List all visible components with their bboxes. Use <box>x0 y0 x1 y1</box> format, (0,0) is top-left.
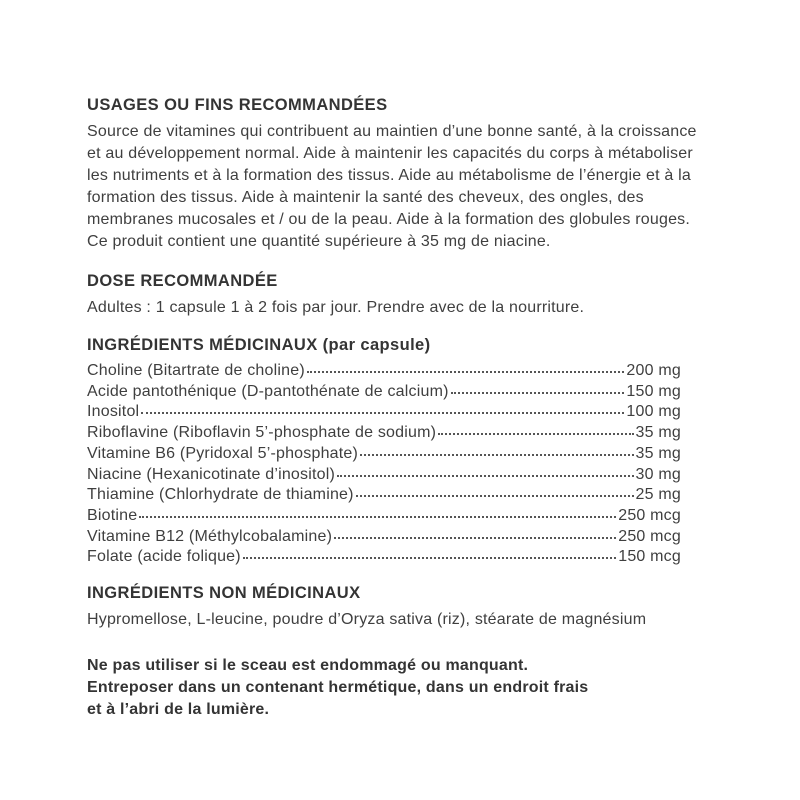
ingredient-amount: 25 mg <box>635 486 681 504</box>
ingredient-name: Riboflavine (Riboflavin 5’-phosphate de sodium) <box>87 424 437 442</box>
ingredient-amount: 150 mg <box>626 382 681 400</box>
non-medicinal-heading: INGRÉDIENTS NON MÉDICINAUX <box>87 584 361 603</box>
dotted-leader <box>139 516 616 518</box>
storage-warning: Ne pas utiliser si le sceau est endommagé ou manquant. Entreposer dans un contenant hermétique, dans un endroit frais et à l’abri de la lumière. <box>87 657 589 719</box>
dose-body: Adultes : 1 capsule 1 à 2 fois par jour. Prendre avec de la nourriture. <box>87 299 585 316</box>
dotted-leader <box>438 433 633 435</box>
non-medicinal-body: Hypromellose, L-leucine, poudre d’Oryza sativa (riz), stéarate de magnésium <box>87 611 647 629</box>
ingredient-amount: 35 mg <box>635 444 681 462</box>
dotted-leader <box>360 454 633 456</box>
ingredient-name: Inositol <box>87 403 140 421</box>
ingredient-amount: 250 mcg <box>618 506 681 524</box>
ingredient-amount: 200 mg <box>626 362 681 379</box>
medicinal-ingredients-list <box>87 361 681 568</box>
usage-heading: USAGES OU FINS RECOMMANDÉES <box>87 96 388 114</box>
dotted-leader <box>307 371 625 373</box>
ingredient-name: Vitamine B12 (Méthylcobalamine) <box>87 527 333 545</box>
dose-heading: DOSE RECOMMANDÉE <box>87 272 278 290</box>
dotted-leader <box>141 412 624 414</box>
medicinal-heading: INGRÉDIENTS MÉDICINAUX (par capsule) <box>87 336 431 354</box>
usage-body: Source de vitamines qui contribuent au maintien d’une bonne santé, à la croissance et au développement normal. Aide à maintenir les capacités du corps à métaboliser les nutriments et à la formation des tissus. Aide au métabolisme de l’énergie et à la formation des tissus. Aide à maintenir la santé des cheveux, des ongles, des membranes mucosales et / ou de la peau. Aide à la formation des globules rouges. Ce produit contient une quantité supérieure à 35 mg de niacine. <box>87 123 697 250</box>
ingredient-row <box>87 527 681 548</box>
ingredient-row <box>87 485 681 506</box>
ingredient-name: Thiamine (Chlorhydrate de thiamine) <box>87 486 354 504</box>
dotted-leader <box>356 495 634 497</box>
ingredient-row <box>87 382 681 403</box>
ingredient-amount: 150 mcg <box>618 548 681 566</box>
dotted-leader <box>337 475 634 477</box>
ingredient-row <box>87 402 681 423</box>
ingredient-name: Choline (Bitartrate de choline) <box>87 362 305 379</box>
ingredient-row <box>87 423 681 444</box>
ingredient-row <box>87 361 681 382</box>
dotted-leader <box>334 537 616 539</box>
ingredient-name: Vitamine B6 (Pyridoxal 5’-phosphate) <box>87 444 359 462</box>
ingredient-name: Niacine (Hexanicotinate d’inositol) <box>87 465 336 483</box>
ingredient-row <box>87 547 681 568</box>
dotted-leader <box>451 392 625 394</box>
ingredient-row <box>87 444 681 465</box>
ingredient-amount: 35 mg <box>635 424 681 442</box>
ingredient-amount: 250 mcg <box>618 527 681 545</box>
label-text-block <box>87 94 717 737</box>
ingredient-name: Acide pantothénique (D-pantothénate de calcium) <box>87 382 449 400</box>
dotted-leader <box>243 557 616 559</box>
ingredient-row <box>87 506 681 527</box>
ingredient-amount: 100 mg <box>626 403 681 421</box>
ingredient-amount: 30 mg <box>635 465 681 483</box>
ingredient-name: Folate (acide folique) <box>87 548 241 566</box>
ingredient-name: Biotine <box>87 506 138 524</box>
ingredient-row <box>87 465 681 486</box>
